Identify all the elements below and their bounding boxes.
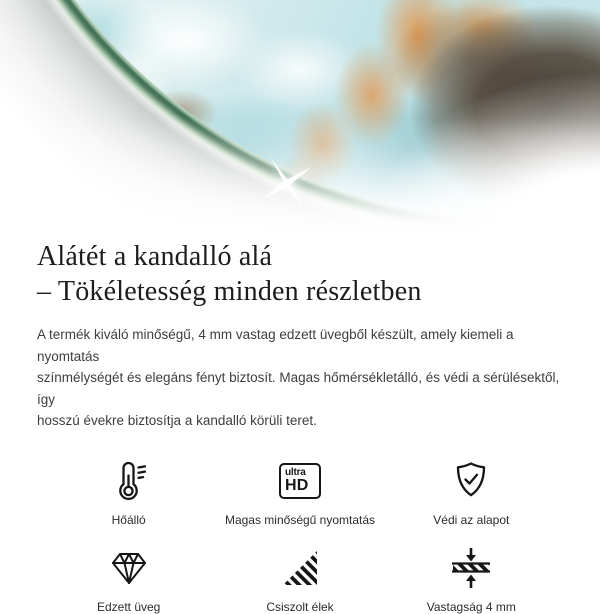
content-section (0, 239, 600, 614)
product-photo (0, 0, 600, 232)
thermometer-icon (106, 457, 152, 505)
feature-label: Csiszolt élek (266, 599, 334, 614)
page-title (37, 239, 563, 309)
feature-label: Védi az alapot (433, 512, 510, 527)
feature-label: Magas minőségű nyomtatás (224, 512, 376, 527)
page-title-line2: – Tökéletesség minden részletben (37, 276, 422, 307)
feature-label: Hőálló (111, 512, 146, 527)
page-title-line1: Alátét a kandalló alá (37, 241, 273, 272)
feature-hd-print (214, 457, 385, 527)
description-line3: hosszú évekre biztosítja a kandalló körüli teret. (37, 413, 317, 428)
photo-white-fade (0, 0, 600, 232)
ultra-hd-badge-top: ultra (284, 466, 306, 478)
product-description (37, 324, 563, 432)
feature-heat-resistant (43, 457, 214, 527)
ultra-hd-icon (279, 457, 321, 505)
polished-edges-icon (277, 544, 323, 592)
diamond-icon (106, 544, 152, 592)
feature-tempered-glass (43, 544, 214, 614)
thickness-icon (448, 544, 494, 592)
feature-polished-edges (214, 544, 385, 614)
feature-protects-base (386, 457, 557, 527)
ultra-hd-badge-bottom: HD (284, 476, 309, 494)
feature-label: Vastagság 4 mm (426, 599, 516, 614)
description-line1: A termék kiváló minőségű, 4 mm vastag edzett üvegből készült, amely kiemeli a nyomtatás (37, 327, 514, 364)
features-grid (43, 457, 557, 614)
shield-check-icon (448, 457, 494, 505)
feature-thickness (386, 544, 557, 614)
feature-label: Edzett üveg (96, 599, 161, 614)
ultra-hd-badge (279, 463, 321, 499)
description-line2: színmélységét és elegáns fényt biztosít. Magas hőmérsékletálló, és védi a sérülésektől, így (37, 370, 560, 407)
